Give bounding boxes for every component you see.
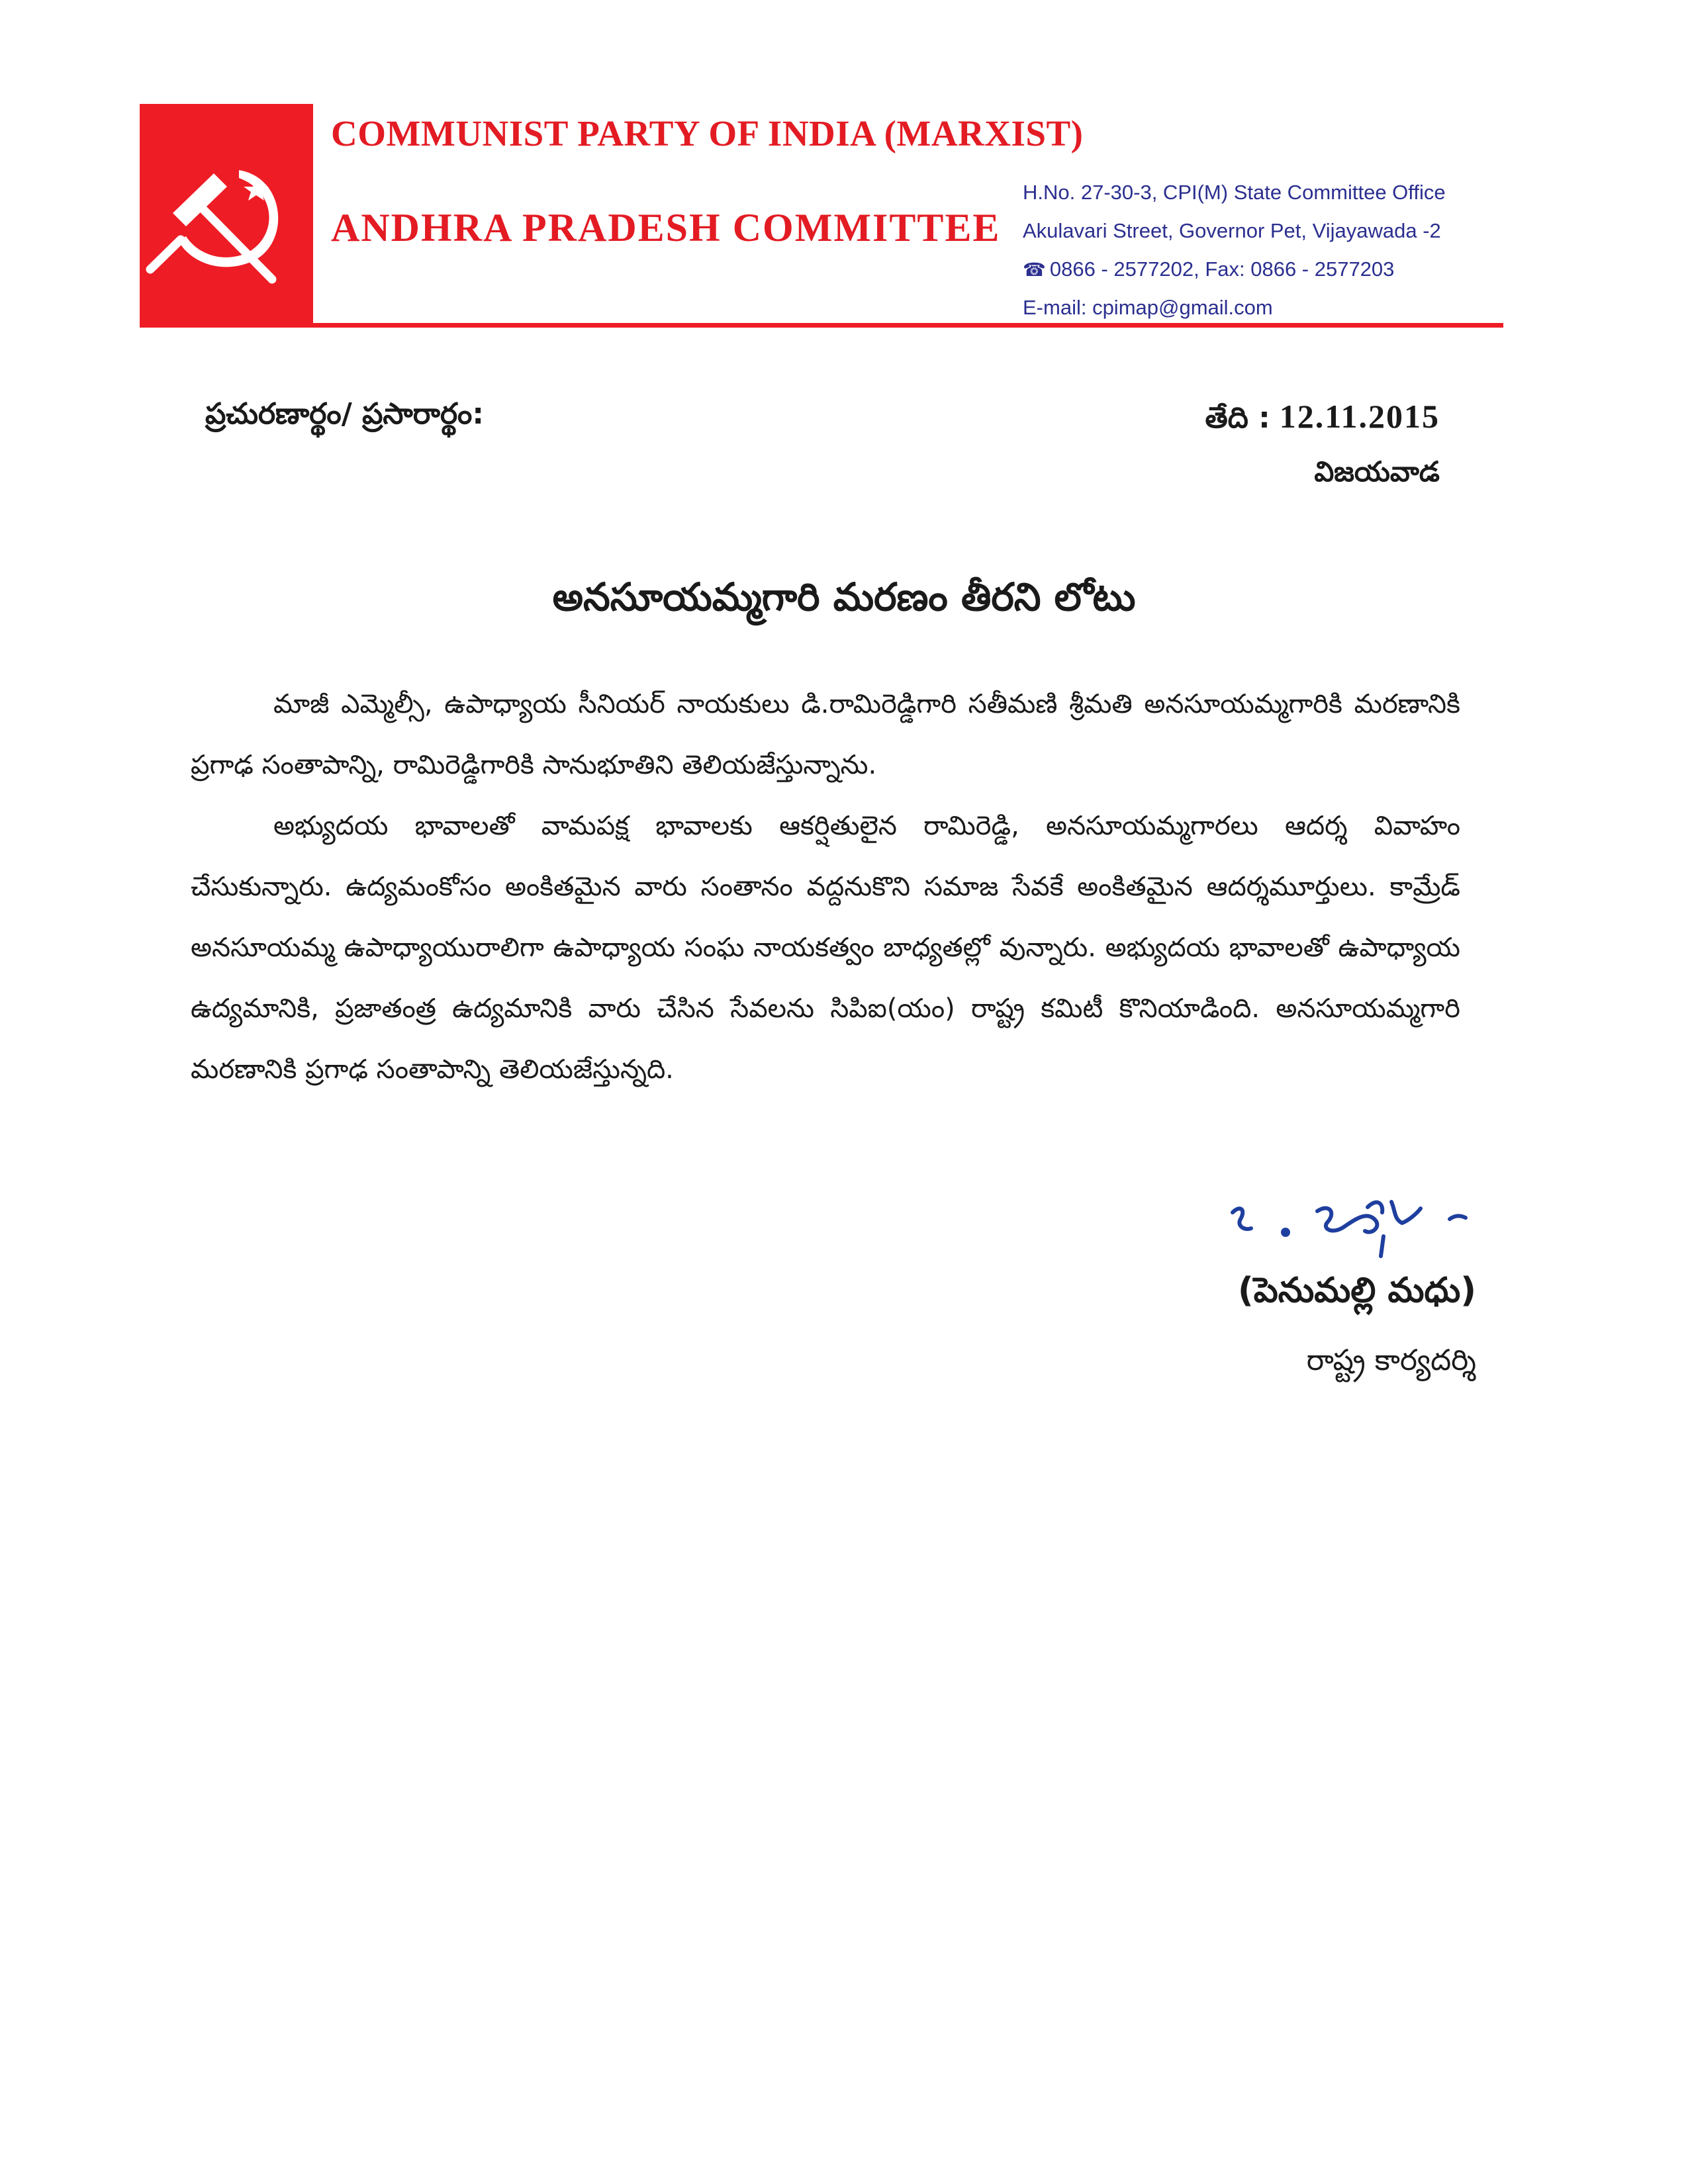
email-line: E-mail: cpimap@gmail.com (1023, 296, 1273, 319)
signatory-name: (పెనుమల్లి మధు) (1238, 1271, 1476, 1310)
paragraph-1: మాజీ ఎమ్మెల్సీ, ఉపాధ్యాయ సీనియర్ నాయకులు డి.రామిరెడ్డిగారి సతీమణి శ్రీమతి అనసూయమ్మగారికి మరణానికి ప్రగాఢ సంతాపాన్ని, రామిరెడ్డిగారికి సానుభూతిని తెలియజేస్తున్నాను. (191, 689, 1460, 780)
publication-label: ప్రచురణార్థం/ ప్రసారార్థం: (205, 397, 484, 431)
paragraph-2: అభ్యుదయ భావాలతో వామపక్ష భావాలకు ఆకర్షితులైన రామిరెడ్డి, అనసూయమ్మగారలు ఆదర్శ వివాహం చేసుకున్నారు. ఉద్యమంకోసం అంకితమైన వారు సంతానం వద్దనుకొని సమాజ సేవకే అంకితమైన ఆదర్శమూర్తులు. కామ్రేడ్ అనసూయమ్మ ఉపాధ్యాయురాలిగా ఉపాధ్యాయ సంఘ నాయకత్వం బాధ్యతల్లో వున్నారు. అభ్యుదయ భావాలతో ఉపాధ్యాయ ఉద్యమానికి, ప్రజాతంత్ర ఉద్యమానికి వారు చేసిన సేవలను సిపిఐ(యం) రాష్ట్ర కమిటీ కొనియాడింది. అనసూయమ్మగారి మరణానికి ప్రగాఢ సంతాపాన్ని తెలియజేస్తున్నది. (191, 811, 1460, 1085)
place: విజయవాడ (1314, 455, 1440, 488)
address-line-1: H.No. 27-30-3, CPI(M) State Committee Office (1023, 181, 1446, 204)
contact-block (1023, 173, 1446, 327)
hammer-sickle-icon (140, 104, 313, 328)
phone-numbers: 0866 - 2577202, Fax: 0866 - 2577203 (1049, 257, 1395, 281)
signatory-title: రాష్ట్ర కార్యదర్శి (1306, 1343, 1476, 1377)
headline: అనసూయమ్మగారి మరణం తీరని లోటు (552, 574, 1136, 619)
handwritten-signature (1218, 1171, 1483, 1273)
signature-icon (1218, 1171, 1483, 1271)
date-label: తేది : (1205, 401, 1270, 435)
address-line-2: Akulavari Street, Governor Pet, Vijayawada -2 (1023, 219, 1441, 242)
phone-icon: ☎ (1023, 259, 1046, 280)
org-name: COMMUNIST PARTY OF INDIA (MARXIST) (331, 113, 1084, 154)
body-text (191, 674, 1460, 1100)
hammer-sickle-logo (140, 104, 313, 328)
header-divider (140, 323, 1503, 328)
date-line (1205, 397, 1440, 442)
phone-line (1023, 250, 1446, 289)
committee-name: ANDHRA PRADESH COMMITTEE (331, 206, 1001, 250)
date-value: 12.11.2015 (1279, 398, 1440, 435)
